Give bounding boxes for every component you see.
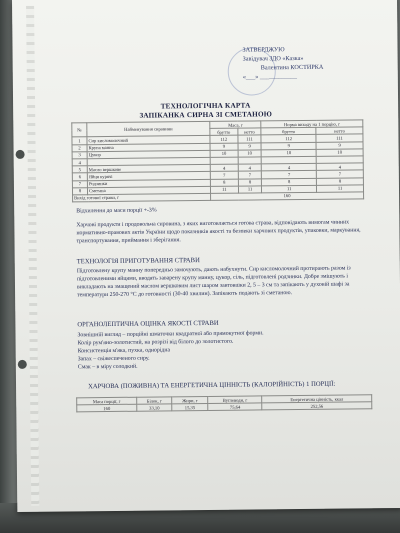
- col-brutto: брутто: [261, 128, 316, 136]
- nutrition-header: Білок, г: [137, 397, 172, 404]
- ingredient-name: Сметана: [87, 186, 210, 194]
- ingredient-number: 7: [72, 180, 87, 187]
- ingredient-value: 11: [317, 185, 364, 193]
- punch-hole: [16, 150, 25, 159]
- ingredient-value: 10: [210, 150, 238, 157]
- approval-signatory: Валентина КОСТИРКА: [260, 63, 324, 72]
- ingredient-name: Крупа манна: [87, 143, 210, 151]
- binder-edge: [26, 6, 39, 506]
- ingredient-value: 111: [316, 134, 363, 142]
- col-name: Найменування сировини: [87, 121, 210, 137]
- total-label: Вихід готової страви, г: [73, 193, 211, 202]
- approval-position: Завідувач ЗДО «Казка»: [242, 54, 304, 63]
- doc-subtitle: ЗАПІКАНКА СИРНА ЗІ СМЕТАНОЮ: [139, 110, 273, 120]
- quality-item: Колір рум'яно-золотистий, на розрізі від білого до золотистого.: [77, 338, 234, 347]
- ingredient-number: 3: [72, 151, 87, 158]
- ingredient-value: 10: [261, 149, 316, 157]
- nutrition-heading: ХАРЧОВА (ПОЖИВНА) ТА ЕНЕРГЕТИЧНА ЦІННІСТЬ (КАЛОРІЙНІСТЬ) 1 ПОРЦІЇ:: [88, 380, 336, 391]
- ingredient-value: 8: [238, 178, 262, 185]
- nutrition-value: 15,35: [172, 403, 208, 410]
- ingredient-value: 9: [210, 143, 238, 150]
- ingredient-value: 7: [262, 171, 317, 179]
- ingredient-value: 7: [238, 171, 262, 178]
- ingredient-value: 112: [210, 136, 238, 143]
- quality-item: Зовнішній вигляд – порційні шматочки квадратної або прямокутної форми.: [77, 330, 264, 339]
- nutrition-header: Жири, г: [172, 396, 208, 403]
- ingredient-name: Цукор: [87, 150, 210, 158]
- ingredient-name: Сир кисломолочний: [87, 136, 210, 144]
- ingredient-value: 11: [238, 186, 262, 193]
- quality-heading: ОРГАНОЛЕПТИЧНА ОЦІНКА ЯКОСТІ СТРАВИ: [77, 319, 219, 329]
- ingredients-table: [71, 119, 364, 202]
- col-out: Норма виходу на 1 порцію, г: [261, 120, 363, 128]
- ingredient-value: 10: [316, 149, 363, 157]
- ingredient-number: 8: [72, 187, 87, 194]
- ingredient-value: 9: [261, 142, 316, 150]
- ingredient-number: 6: [72, 173, 87, 180]
- col-num: №: [72, 123, 87, 138]
- ingredient-number: 5: [72, 166, 87, 173]
- nutrition-value: 160: [77, 404, 137, 412]
- ingredient-name: Масло вершкове: [87, 165, 210, 173]
- nutrition-value: 33,10: [137, 404, 172, 411]
- ingredient-value: 9: [316, 141, 363, 149]
- ingredient-value: 111: [238, 135, 262, 142]
- approval-block: [242, 45, 323, 82]
- ingredient-value: 9: [238, 142, 262, 149]
- col-netto: нетто: [238, 128, 262, 135]
- ingredient-value: 7: [210, 171, 238, 178]
- nutrition-value: 75,64: [208, 403, 262, 411]
- quality-list: [77, 328, 367, 371]
- ingredient-value: 8: [317, 177, 364, 185]
- tech-paragraph: Підготовлену крупу манну попередньо замочують, дають набухнути. Сир кисломолочний протирають разом із підготовленими яйцями, вводять заварену крупу манну, цукор, сіль, підготовлені родзинки. Добре змішують і викладають на змащений маслом вершковим лист шаром завтовшки 2, 5 – 3 см та запікають у духовій шафі за температури 250-270 °С до готовності (30-40 хвилин). Запікають подають зі сметаною.: [76, 265, 351, 299]
- ingredient-value: 8: [262, 178, 317, 186]
- col-mass: Маса, г: [210, 121, 261, 129]
- quality-item: Запах – свіжеспеченого сиру.: [77, 355, 150, 363]
- ingredient-value: 11: [210, 186, 238, 193]
- col-netto: нетто: [316, 127, 363, 135]
- ingredient-value: 10: [238, 150, 262, 157]
- nutrition-header: Вуглеводи, г: [208, 396, 262, 404]
- ingredient-value: 11: [262, 185, 317, 193]
- ingredient-value: 4: [316, 163, 363, 171]
- quality-item: Консистенція м'яка, пухка, однорідна: [77, 347, 171, 355]
- ingredient-number: 1: [72, 137, 87, 144]
- approval-date: «___» ____________: [242, 73, 297, 81]
- ingredient-number: 4: [72, 159, 87, 166]
- nutrition-table: [76, 394, 372, 412]
- quality-item: Смак – в міру солодкий.: [77, 363, 138, 371]
- ingredient-value: 4: [210, 164, 238, 171]
- ingredient-name: Яйця курячі: [87, 172, 210, 180]
- col-brutto: брутто: [210, 128, 238, 135]
- deviation-note: Відхилення до маси порції +-3%: [76, 207, 157, 215]
- intro-paragraph: Харчові продукти і продовольча сировина, з яких виготовляється готова страва, відповідають вимогам чинних нормативно-правових актів України щодо показників якості та безпеки харчових продуктів, упаковки, маркування, транспортування, приймання і зберігання.: [76, 219, 361, 245]
- doc-title: ТЕХНОЛОГІЧНА КАРТА: [160, 101, 251, 111]
- ingredient-name: Родзинки: [87, 179, 210, 187]
- nutrition-value: 252,56: [262, 402, 372, 410]
- punch-hole: [18, 360, 27, 369]
- ingredient-value: 112: [261, 135, 316, 143]
- nutrition-header: Енергетична цінність, ккал: [262, 395, 372, 403]
- tech-heading: ТЕХНОЛОГІЯ ПРИГОТУВАННЯ СТРАВИ: [76, 257, 200, 266]
- ingredient-value: 8: [210, 179, 238, 186]
- nutrition-header: Маса порції, г: [77, 397, 137, 405]
- ingredient-number: 2: [72, 144, 87, 151]
- approval-heading: ЗАТВЕРДЖУЮ: [242, 46, 285, 54]
- document-page: [12, 0, 400, 512]
- ingredient-value: 4: [262, 163, 317, 171]
- total-value: 160: [211, 192, 364, 201]
- ingredient-value: 7: [316, 170, 363, 178]
- ingredient-value: 4: [238, 164, 262, 171]
